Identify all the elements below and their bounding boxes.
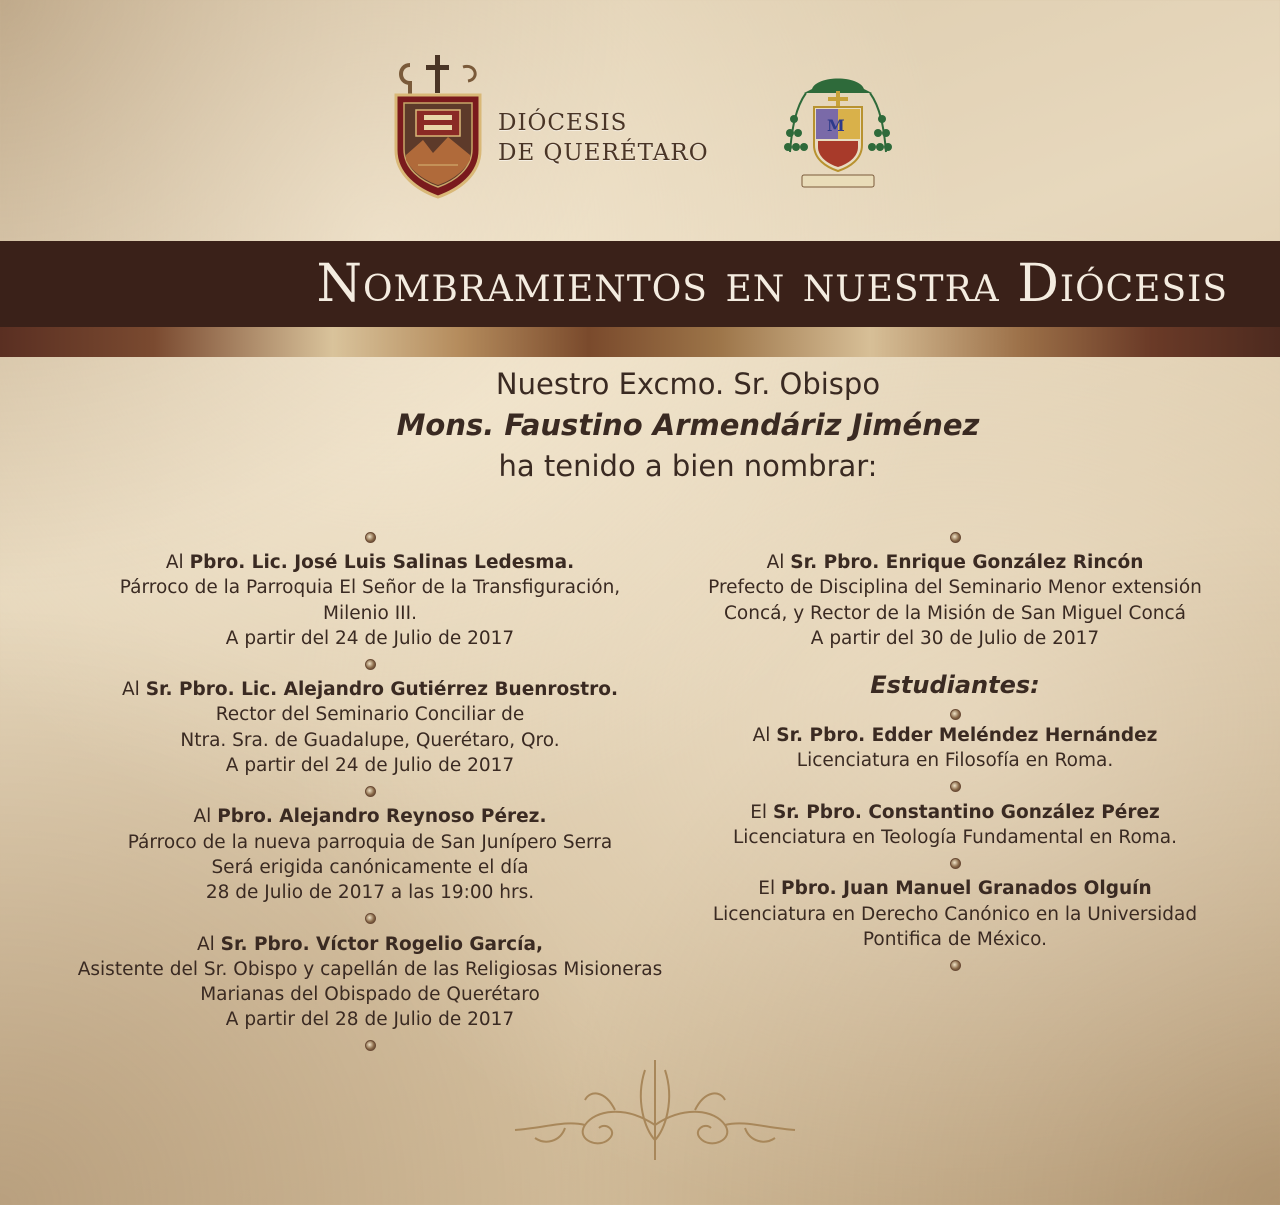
students-heading: Estudiantes: — [870, 671, 1040, 700]
intro-line1: Nuestro Excmo. Sr. Obispo — [495, 367, 881, 401]
page-title: Nombramientos en nuestra Diócesis — [316, 254, 1228, 314]
entry-line: Pontifica de México. — [862, 928, 1048, 950]
diocesis-logo — [388, 55, 708, 205]
appointment-entry — [30, 932, 710, 1033]
entry-prefix: Al — [196, 933, 221, 955]
appointment-entry — [30, 677, 710, 778]
entry-date: A partir del 24 de Julio de 2017 — [225, 627, 515, 649]
entry-line: Párroco de la nueva parroquia de San Junípero Serra — [127, 831, 613, 853]
entry-prefix: Al — [766, 552, 791, 573]
student-entry — [630, 800, 1280, 851]
diocesis-shield-icon — [388, 55, 488, 200]
bullet-ornament-icon — [950, 781, 961, 792]
student-name: Pbro. Juan Manuel Granados Olguín — [781, 878, 1152, 900]
entry-date: A partir del 30 de Julio de 2017 — [810, 627, 1100, 649]
title-underline-gradient — [0, 327, 1280, 357]
student-entry — [630, 723, 1280, 774]
bishop-coat-of-arms-icon — [782, 67, 894, 195]
appointee-name: Sr. Pbro. Lic. Alejandro Gutiérrez Buenrostro. — [145, 679, 618, 701]
entry-line: Marianas del Obispado de Querétaro — [200, 984, 540, 1006]
entry-date: A partir del 28 de Julio de 2017 — [225, 1009, 515, 1031]
appointment-entry — [630, 550, 1280, 651]
diocesis-name — [498, 108, 709, 168]
diocesis-name-line1: DIÓCESIS — [498, 110, 628, 136]
entry-prefix: Al — [193, 806, 218, 828]
entry-line: Licenciatura en Teología Fundamental en Roma. — [732, 827, 1178, 849]
entry-line: Párroco de la Parroquia El Señor de la Transfiguración, — [119, 577, 621, 599]
appointee-name: Pbro. Alejandro Reynoso Pérez. — [217, 806, 547, 828]
title-band — [0, 241, 1280, 327]
bullet-ornament-icon — [365, 1040, 376, 1051]
bishop-name: Mons. Faustino Armendáriz Jiménez — [396, 408, 980, 442]
appointee-name: Sr. Pbro. Enrique González Rincón — [790, 552, 1144, 573]
flourish-ornament-icon — [505, 1050, 805, 1170]
bullet-ornament-icon — [950, 709, 961, 720]
entry-line: Ntra. Sra. de Guadalupe, Querétaro, Qro. — [180, 729, 560, 751]
bullet-ornament-icon — [365, 913, 376, 924]
bullet-ornament-icon — [365, 532, 376, 543]
entry-date: 28 de Julio de 2017 a las 19:00 hrs. — [205, 882, 535, 904]
entry-line: Rector del Seminario Conciliar de — [215, 704, 525, 726]
entry-prefix: El — [758, 878, 782, 900]
bullet-ornament-icon — [950, 960, 961, 971]
entry-line: Prefecto de Disciplina del Seminario Menor extensión — [708, 577, 1202, 599]
bullet-ornament-icon — [950, 532, 961, 543]
svg-text:M: M — [827, 116, 845, 135]
entry-line: Asistente del Sr. Obispo y capellán de las Religiosas Misioneras — [77, 958, 663, 980]
diocesis-name-line2: DE QUERÉTARO — [498, 140, 709, 166]
appointments-left-column — [30, 524, 710, 1059]
entry-prefix: El — [750, 801, 773, 823]
entry-prefix: Al — [122, 679, 146, 701]
entry-prefix: Al — [752, 725, 777, 747]
intro-block — [0, 365, 1280, 485]
header-logos — [0, 55, 1280, 205]
student-entry — [630, 876, 1280, 952]
bullet-ornament-icon — [365, 786, 376, 797]
bullet-ornament-icon — [950, 858, 961, 869]
student-name: Sr. Pbro. Constantino González Pérez — [772, 801, 1160, 823]
appointee-name: Pbro. Lic. José Luis Salinas Ledesma. — [189, 552, 575, 573]
appointment-entry — [30, 550, 710, 651]
intro-line3: ha tenido a bien nombrar: — [498, 449, 878, 483]
bullet-ornament-icon — [365, 659, 376, 670]
appointment-entry — [30, 804, 710, 905]
appointee-name: Sr. Pbro. Víctor Rogelio García, — [220, 933, 543, 955]
entry-line: Milenio III. — [323, 602, 417, 624]
entry-line: Será erigida canónicamente el día — [211, 856, 529, 878]
appointments-right-column — [630, 524, 1280, 978]
entry-line: Licenciatura en Filosofía en Roma. — [796, 750, 1114, 772]
entry-line: Concá, y Rector de la Misión de San Miguel Concá — [724, 602, 1186, 624]
entry-line: Licenciatura en Derecho Canónico en la Universidad — [712, 903, 1198, 925]
entry-prefix: Al — [165, 552, 190, 573]
entry-date: A partir del 24 de Julio de 2017 — [225, 755, 515, 777]
student-name: Sr. Pbro. Edder Meléndez Hernández — [776, 725, 1158, 747]
